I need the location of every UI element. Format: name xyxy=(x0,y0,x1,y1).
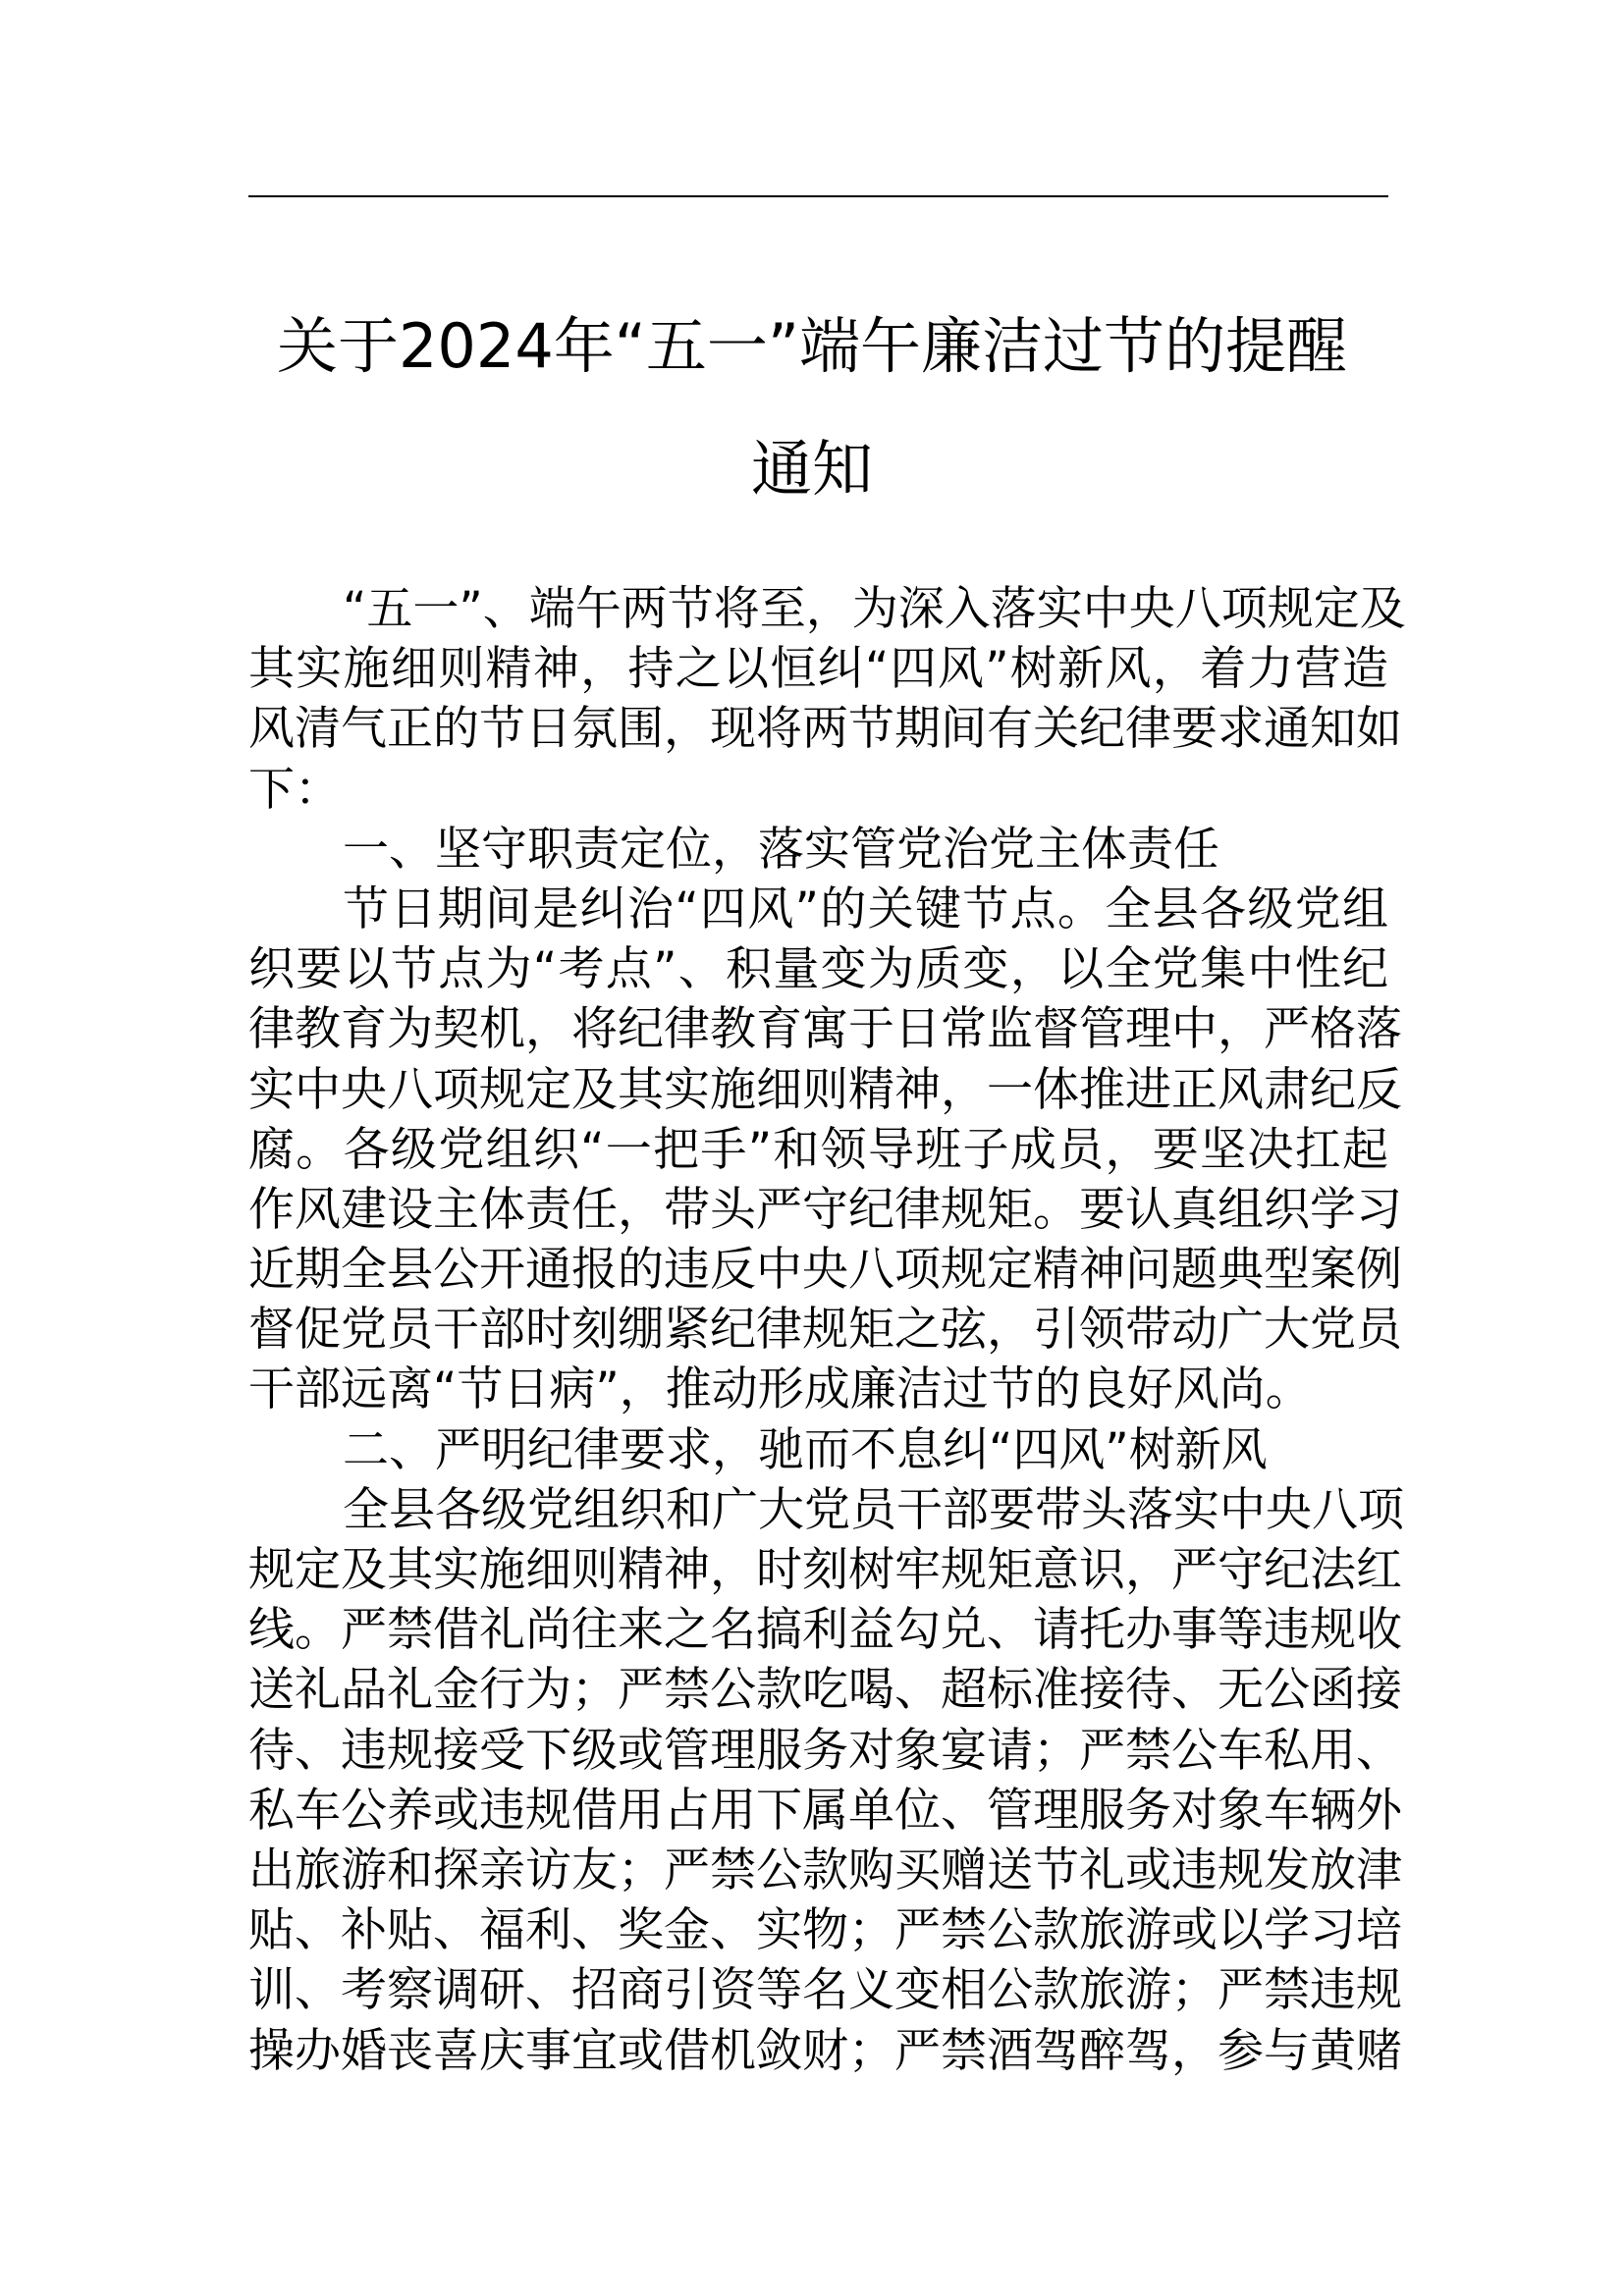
text-line: 训、考察调研、招商引资等名义变相公款旅游；严禁违规 xyxy=(248,1963,1402,2018)
text-line: 操办婚丧喜庆事宜或借机敛财；严禁酒驾醉驾，参与黄赌 xyxy=(248,2023,1402,2078)
header-rule xyxy=(248,195,1388,197)
text-line: 风清气正的节日氛围，现将两节期间有关纪律要求通知如 xyxy=(248,702,1402,757)
document-title-line-1: 关于2024年“五一”端午廉洁过节的提醒 xyxy=(276,310,1348,382)
text-line: 送礼品礼金行为；严禁公款吃喝、超标准接待、无公函接 xyxy=(248,1663,1402,1718)
text-line: 节日期间是纠治“四风”的关键节点。全县各级党组 xyxy=(343,881,1388,936)
text-line: 下： xyxy=(248,762,341,817)
text-line: 出旅游和探亲访友；严禁公款购买赠送节礼或违规发放津 xyxy=(248,1842,1402,1897)
text-line: 律教育为契机，将纪律教育寓于日常监督管理中，严格落 xyxy=(248,1002,1402,1057)
text-line: 腐。各级党组织“一把手”和领导班子成员，要坚决扛起 xyxy=(248,1122,1388,1177)
text-line: 全县各级党组织和广大党员干部要带头落实中央八项 xyxy=(343,1482,1404,1537)
text-line: 其实施细则精神，持之以恒纠“四风”树新风，着力营造 xyxy=(248,642,1388,697)
document-body xyxy=(248,579,1406,2081)
text-line: 督促党员干部时刻绷紧纪律规矩之弦，引领带动广大党员 xyxy=(248,1303,1402,1358)
text-line: 一、坚守职责定位，落实管党治党主体责任 xyxy=(343,822,1219,877)
document-title-line-2: 通知 xyxy=(750,433,873,505)
text-line: 二、严明纪律要求，驰而不息纠“四风”树新风 xyxy=(343,1422,1268,1477)
text-line: 规定及其实施细则精神，时刻树牢规矩意识，严守纪法红 xyxy=(248,1543,1402,1597)
text-line: 私车公养或违规借用占用下属单位、管理服务对象车辆外 xyxy=(248,1783,1402,1838)
text-line: 近期全县公开通报的违反中央八项规定精神问题典型案例 xyxy=(248,1243,1402,1298)
text-line: 作风建设主体责任，带头严守纪律规矩。要认真组织学习 xyxy=(248,1182,1402,1237)
text-line: “五一”、端午两节将至，为深入落实中央八项规定及 xyxy=(343,582,1406,636)
text-line: 线。严禁借礼尚往来之名搞利益勾兑、请托办事等违规收 xyxy=(248,1603,1402,1658)
text-line: 织要以节点为“考点”、积量变为质变，以全党集中性纪 xyxy=(248,942,1388,997)
text-line: 贴、补贴、福利、奖金、实物；严禁公款旅游或以学习培 xyxy=(248,1903,1402,1958)
text-line: 待、违规接受下级或管理服务对象宴请；严禁公车私用、 xyxy=(248,1723,1402,1778)
text-line: 实中央八项规定及其实施细则精神，一体推进正风肃纪反 xyxy=(248,1062,1402,1117)
text-line: 干部远离“节日病”，推动形成廉洁过节的良好风尚。 xyxy=(248,1362,1312,1417)
